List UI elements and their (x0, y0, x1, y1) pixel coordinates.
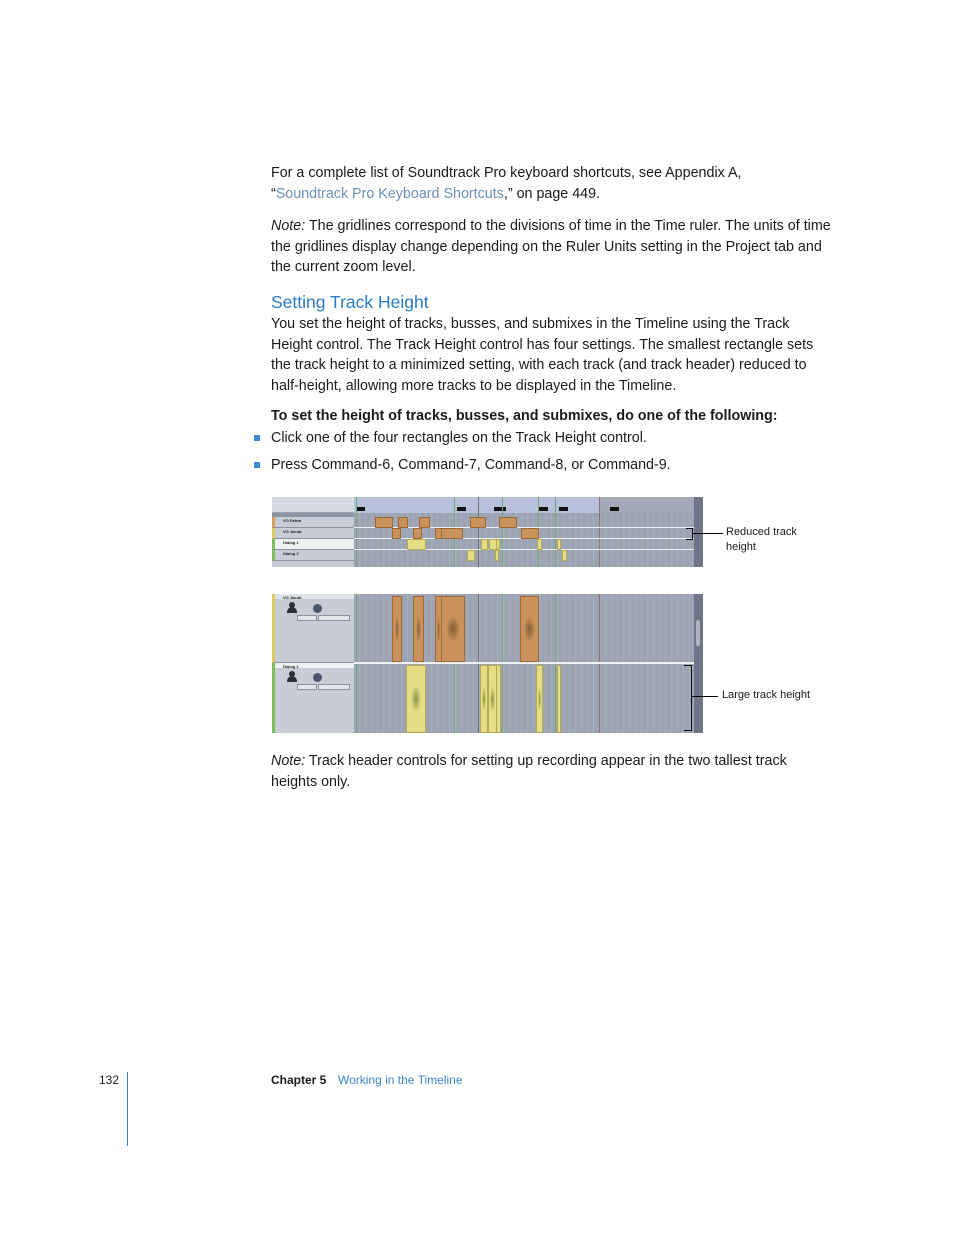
section-body: You set the height of tracks, busses, and submixes in the Timeline using the Track Height control. The Track Height control has four settings. The smallest rectangle sets the track height to a minimized setting, with each track (and track header) reduced to half-height, allowing more tracks to be displayed in the Timeline. (271, 316, 814, 394)
track-header[interactable]: Dialog 1 (272, 663, 357, 733)
callout-bracket (686, 528, 693, 540)
track-header-column (272, 497, 354, 567)
intro-paragraph: For a complete list of Soundtrack Pro keyboard shortcuts, see Appendix A, “Soundtrack Pro Keyboard Shortcuts,” on page 449. (271, 165, 742, 202)
timeline-screenshot-reduced (272, 497, 703, 567)
footer-divider (127, 1072, 128, 1146)
timeline-screenshot-large (272, 594, 703, 733)
pan-knob[interactable] (313, 673, 322, 682)
callout-leader (693, 533, 723, 534)
bullet-square-icon (254, 462, 260, 468)
intro-line1: For a complete list of Soundtrack Pro keyboard shortcuts, see Appendix A, (271, 165, 742, 181)
pan-knob[interactable] (313, 604, 322, 613)
track-header[interactable]: VO Jacob (272, 528, 357, 539)
channel-select[interactable] (318, 615, 350, 621)
section-title: Setting Track Height (271, 292, 429, 312)
track-header[interactable]: Dialog 2 (272, 550, 357, 561)
track-header-column (272, 594, 354, 733)
track-header[interactable]: VO Debra (272, 517, 357, 528)
footer-chapter-title: Working in the Timeline (338, 1073, 463, 1087)
record-user-icon (287, 671, 297, 682)
footer-chapter: Chapter 5 (271, 1073, 327, 1087)
scroll-thumb[interactable] (696, 620, 700, 646)
task-heading: To set the height of tracks, busses, and submixes, do one of the following: (271, 408, 778, 424)
appendix-link[interactable]: Soundtrack Pro Keyboard Shortcuts (275, 185, 504, 202)
note-gridlines: Note: The gridlines correspond to the divisions of time in the Time ruler. The units of time the gridlines display change depending on the Ruler Units setting in the Project tab and the current zoom level. (271, 218, 831, 275)
track-header[interactable]: VO Jacob (272, 594, 357, 663)
page-number: 132 (99, 1073, 120, 1087)
input-select[interactable] (297, 615, 317, 621)
channel-select[interactable] (318, 684, 350, 690)
input-select[interactable] (297, 684, 317, 690)
note-recording-controls: Note: Track header controls for setting up recording appear in the two tallest track heights only. (271, 753, 787, 790)
timeline-grid (354, 594, 694, 733)
record-user-icon (287, 602, 297, 613)
track-header[interactable]: Dialog 1 (272, 539, 357, 550)
vertical-scrollbar[interactable] (694, 594, 703, 733)
callout-bracket (684, 665, 692, 731)
callout-leader (692, 696, 718, 697)
callout-reduced-track-height: Reduced track height (726, 526, 797, 553)
callout-large-track-height: Large track height (722, 689, 811, 701)
bullet-square-icon (254, 435, 260, 441)
vertical-scrollbar[interactable] (694, 497, 703, 567)
timeline-grid (354, 497, 694, 567)
note-label: Note: (271, 753, 306, 769)
note-label: Note: (271, 218, 306, 234)
